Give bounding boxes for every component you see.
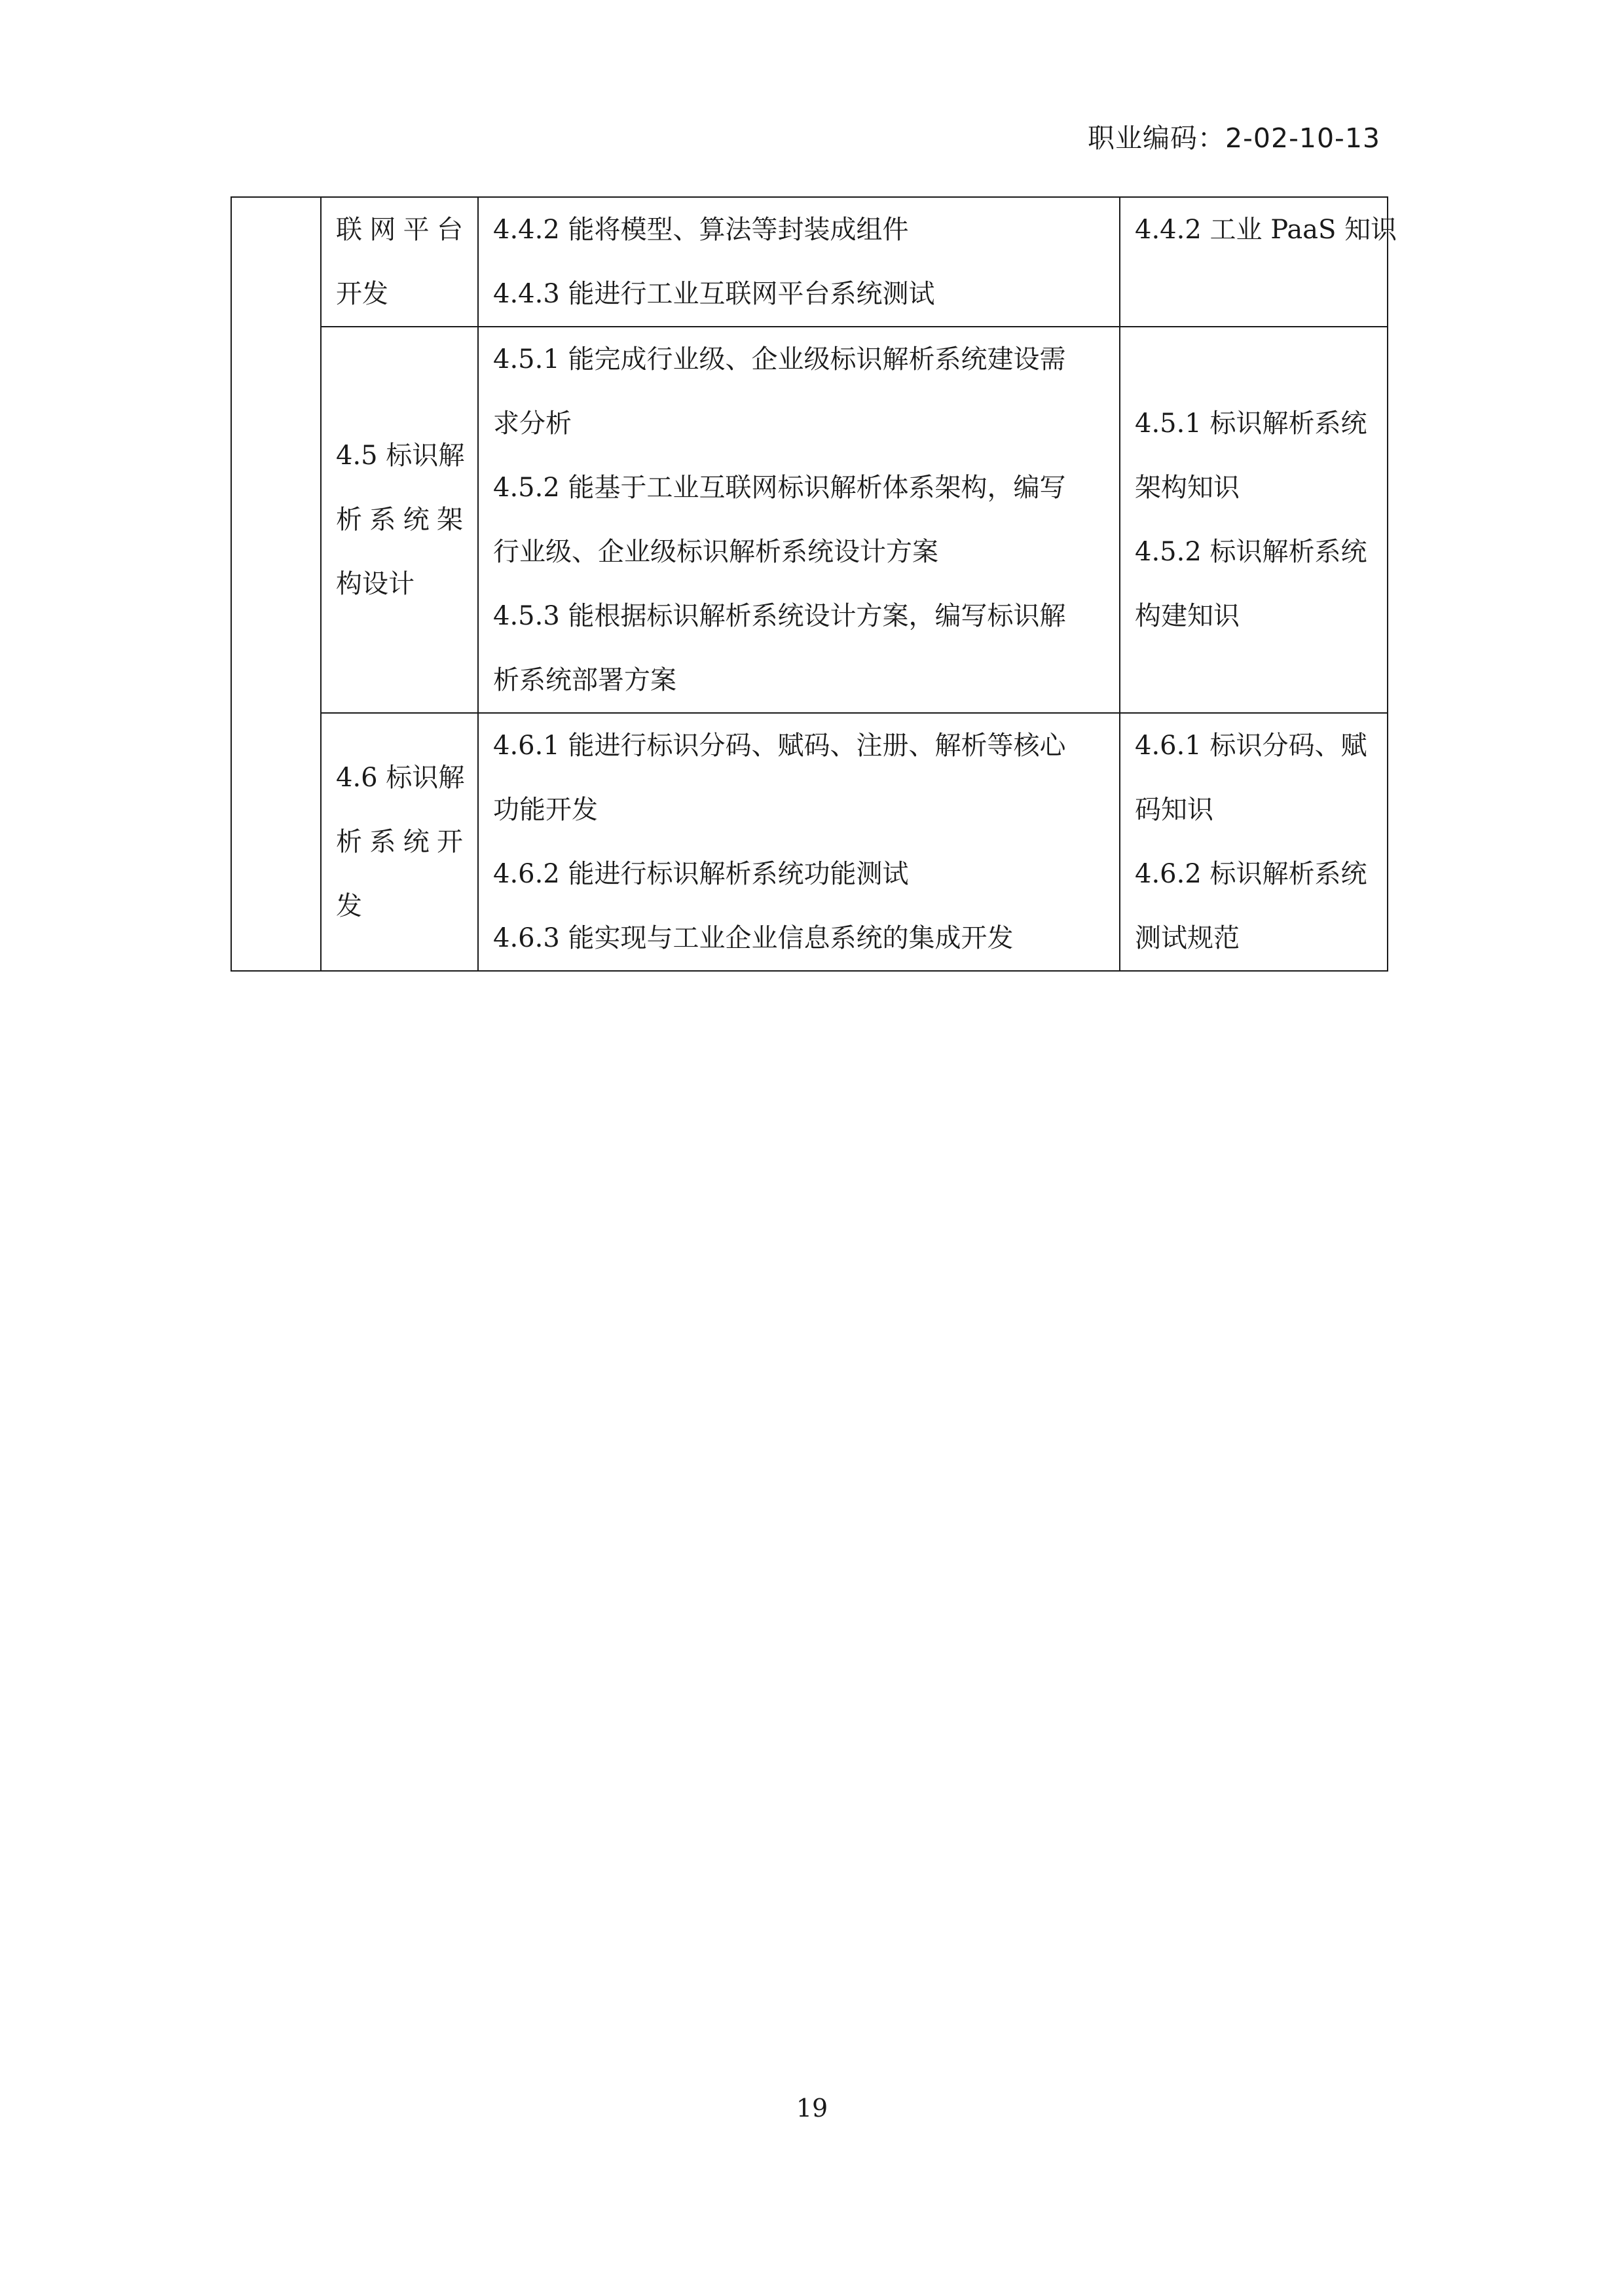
skill-requirements-cell: [478, 197, 1120, 327]
skill-line: 功能开发: [493, 795, 598, 825]
work-unit-line: 发: [336, 891, 362, 921]
work-unit-cell: [321, 713, 478, 971]
work-unit-cell: [321, 197, 478, 327]
skill-line: 4.6.1 能进行标识分码、赋码、注册、解析等核心: [493, 731, 1066, 761]
skill-line: 4.5.3 能根据标识解析系统设计方案，编写标识解: [493, 601, 1066, 631]
work-unit-line: 构设计: [336, 569, 415, 599]
table-row: [231, 197, 1388, 327]
work-unit-line: 4.6 标识解: [336, 763, 465, 793]
category-cell: [231, 197, 321, 971]
knowledge-line: 4.4.2 工业 PaaS 知识: [1135, 215, 1397, 245]
skill-line: 求分析: [493, 409, 572, 439]
skill-line: 4.4.3 能进行工业互联网平台系统测试: [493, 279, 935, 309]
work-unit-line: 析系统开: [336, 827, 463, 857]
table-row: [231, 327, 1388, 713]
knowledge-line: 4.6.1 标识分码、赋: [1135, 731, 1367, 761]
knowledge-cell: [1120, 713, 1388, 971]
knowledge-cell: [1120, 197, 1397, 327]
work-unit-line: 开发: [336, 279, 388, 309]
skill-line: 4.5.2 能基于工业互联网标识解析体系架构，编写: [493, 473, 1066, 503]
skill-line: 析系统部署方案: [493, 665, 676, 695]
knowledge-line: 4.5.1 标识解析系统: [1135, 409, 1367, 439]
knowledge-line: 4.6.2 标识解析系统: [1135, 859, 1367, 889]
knowledge-line: 架构知识: [1135, 473, 1240, 503]
table-row: [231, 713, 1388, 971]
work-unit-line: 联网平台: [336, 215, 463, 245]
skill-line: 4.6.2 能进行标识解析系统功能测试: [493, 859, 909, 889]
knowledge-line: 测试规范: [1135, 923, 1240, 953]
skill-line: 4.5.1 能完成行业级、企业级标识解析系统建设需: [493, 344, 1066, 374]
skill-requirements-cell: [478, 327, 1120, 713]
knowledge-line: 构建知识: [1135, 601, 1240, 631]
knowledge-cell: [1120, 327, 1388, 713]
page-number: 19: [796, 2094, 828, 2123]
skill-requirements-cell: [478, 713, 1120, 971]
knowledge-line: 码知识: [1135, 795, 1213, 825]
work-unit-line: 4.5 标识解: [336, 441, 465, 471]
skill-line: 4.6.3 能实现与工业企业信息系统的集成开发: [493, 923, 1014, 953]
occupation-code: 职业编码：2-02-10-13: [1088, 122, 1380, 154]
knowledge-line: 4.5.2 标识解析系统: [1135, 537, 1367, 567]
skill-line: 行业级、企业级标识解析系统设计方案: [493, 537, 938, 567]
work-unit-cell: [321, 327, 478, 713]
skill-line: 4.4.2 能将模型、算法等封装成组件: [493, 215, 909, 245]
work-unit-line: 析系统架: [336, 505, 463, 535]
skills-table: [231, 196, 1397, 972]
